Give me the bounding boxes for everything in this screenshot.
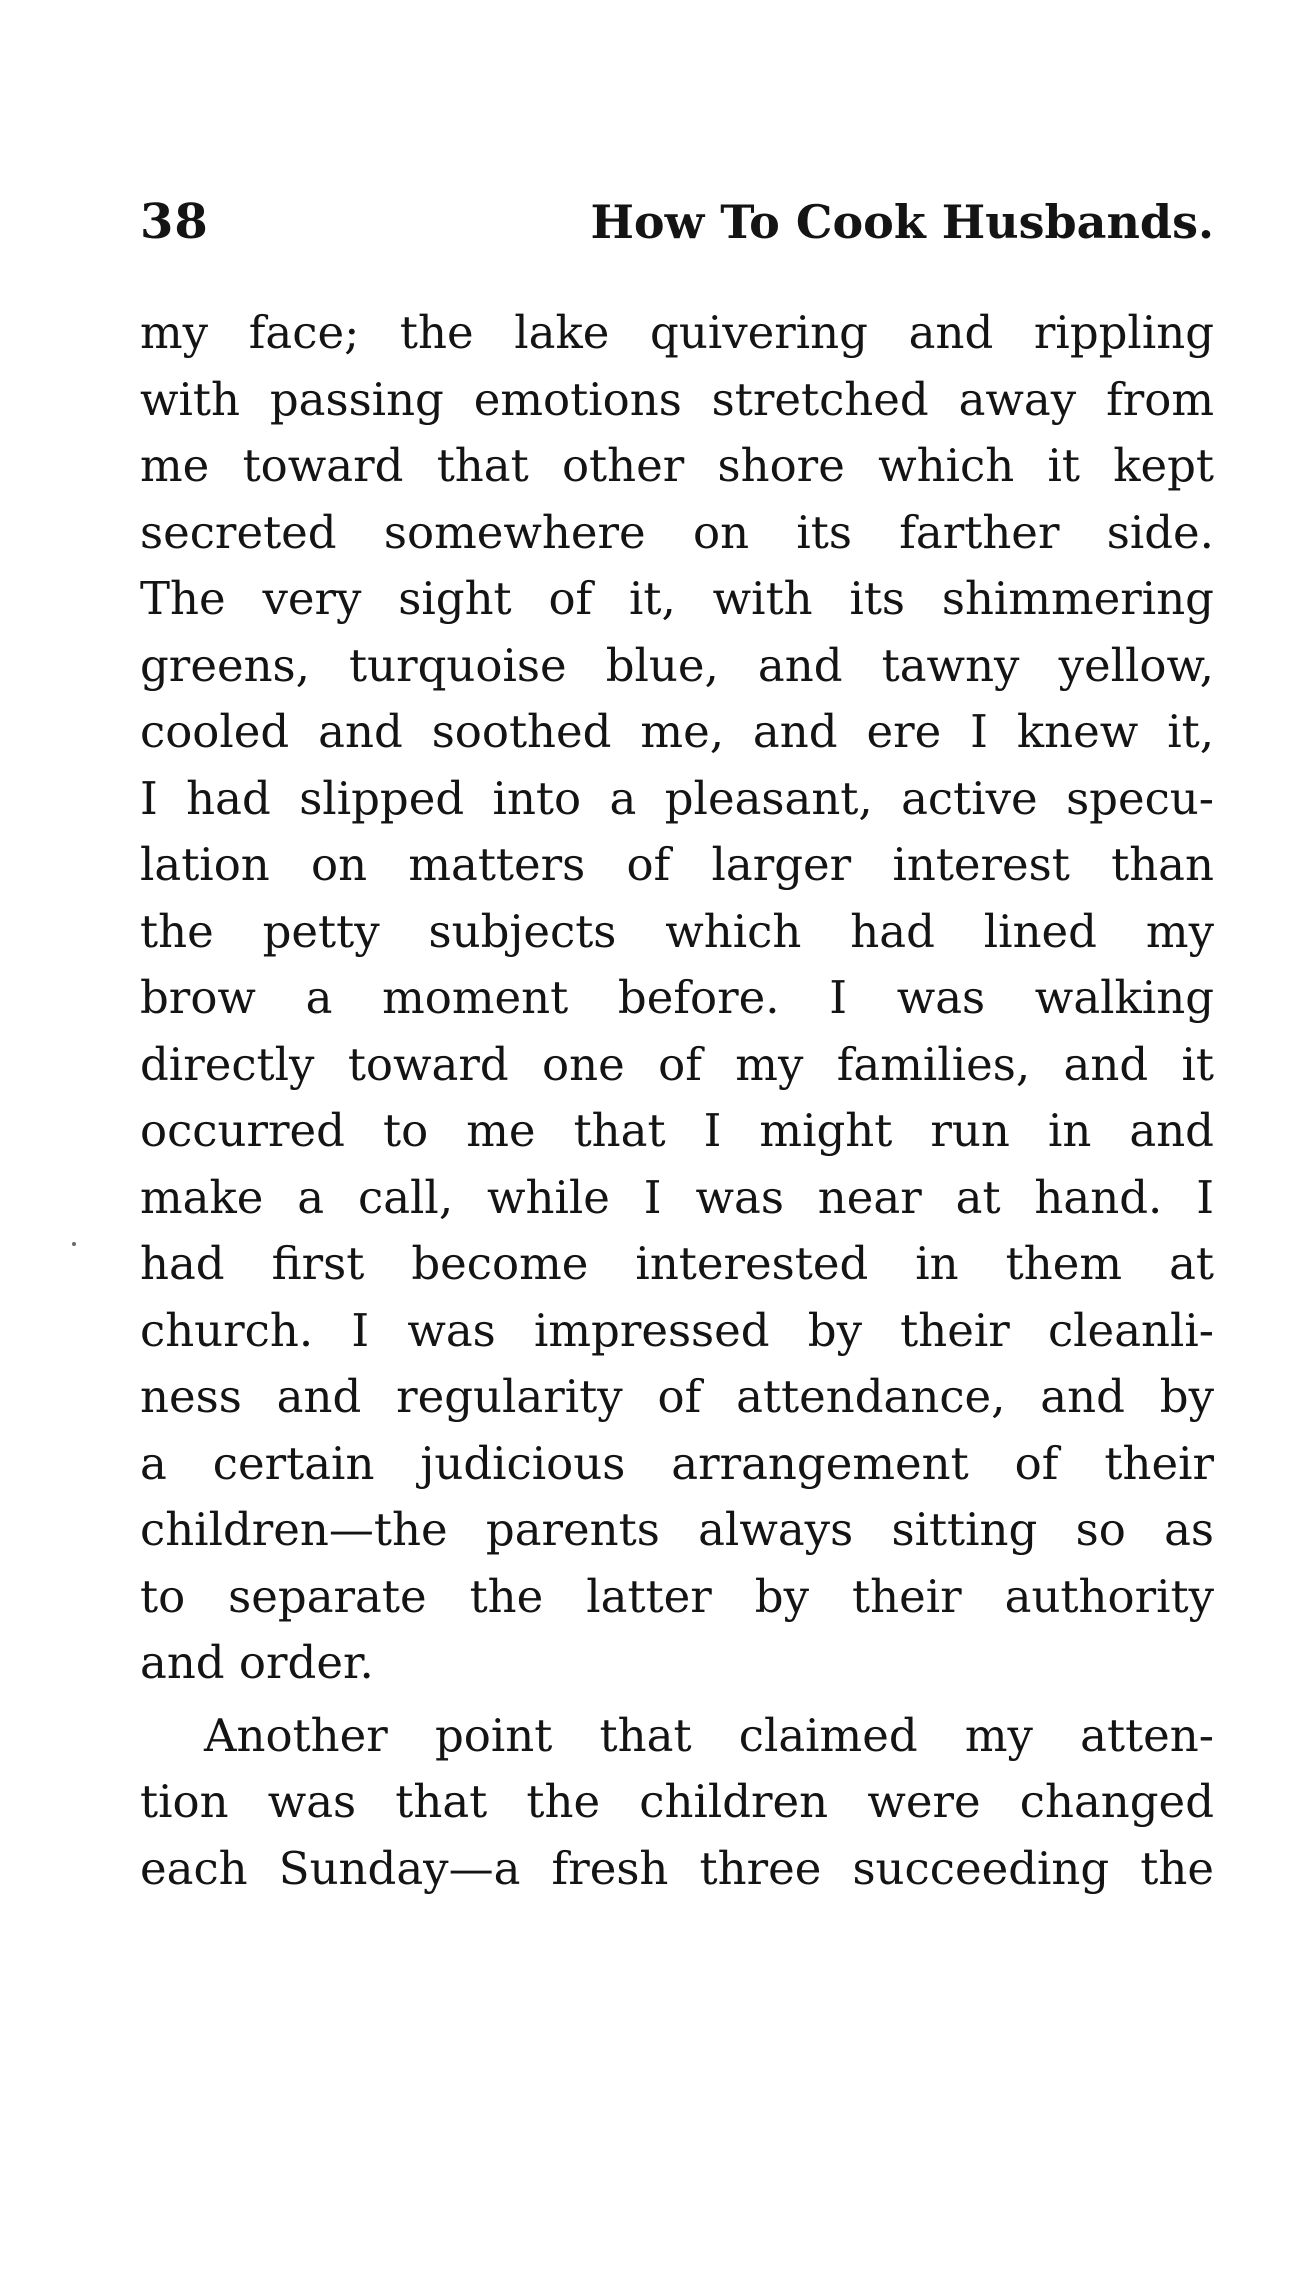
- text-line: to separate the latter by their authority: [140, 1569, 1214, 1623]
- text-line: church. I was impressed by their cleanli-: [140, 1303, 1214, 1357]
- text-line: occurred to me that I might run in and: [140, 1104, 1214, 1157]
- text-line: each Sunday—a fresh three succeeding the: [140, 1841, 1214, 1895]
- text-line: I had slipped into a pleasant, active specu-: [140, 771, 1214, 825]
- text-line: greens, turquoise blue, and tawny yellow,: [140, 638, 1214, 692]
- body-text: [140, 300, 1214, 1902]
- text-line: cooled and soothed me, and ere I knew it,: [140, 705, 1214, 758]
- page-header: [140, 192, 1214, 272]
- paragraph: [140, 1703, 1214, 1903]
- text-line: ness and regularity of attendance, and by: [140, 1370, 1214, 1423]
- text-line: The very sight of it, with its shimmering: [140, 572, 1214, 625]
- text-line: the petty subjects which had lined my: [140, 904, 1214, 958]
- text-line: and order.: [140, 1636, 374, 1689]
- text-line: a certain judicious arrangement of their: [140, 1436, 1214, 1490]
- text-line: make a call, while I was near at hand. I: [140, 1170, 1214, 1224]
- running-title: How To Cook Husbands.: [590, 195, 1214, 249]
- text-line: brow a moment before. I was walking: [140, 971, 1214, 1024]
- text-line: with passing emotions stretched away from: [140, 372, 1214, 426]
- text-line: me toward that other shore which it kept: [140, 439, 1214, 492]
- text-line: lation on matters of larger interest than: [140, 838, 1214, 891]
- page-number: 38: [140, 194, 209, 250]
- print-speck: [72, 1242, 76, 1246]
- text-line: tion was that the children were changed: [140, 1775, 1214, 1828]
- paragraph: [140, 300, 1214, 1697]
- text-line: directly toward one of my families, and it: [140, 1037, 1214, 1091]
- text-line: my face; the lake quivering and rippling: [140, 306, 1214, 359]
- text-line: Another point that claimed my atten-: [204, 1708, 1214, 1762]
- text-line: had first become interested in them at: [140, 1237, 1214, 1290]
- text-line: children—the parents always sitting so as: [140, 1503, 1214, 1556]
- text-line: secreted somewhere on its farther side.: [140, 505, 1214, 559]
